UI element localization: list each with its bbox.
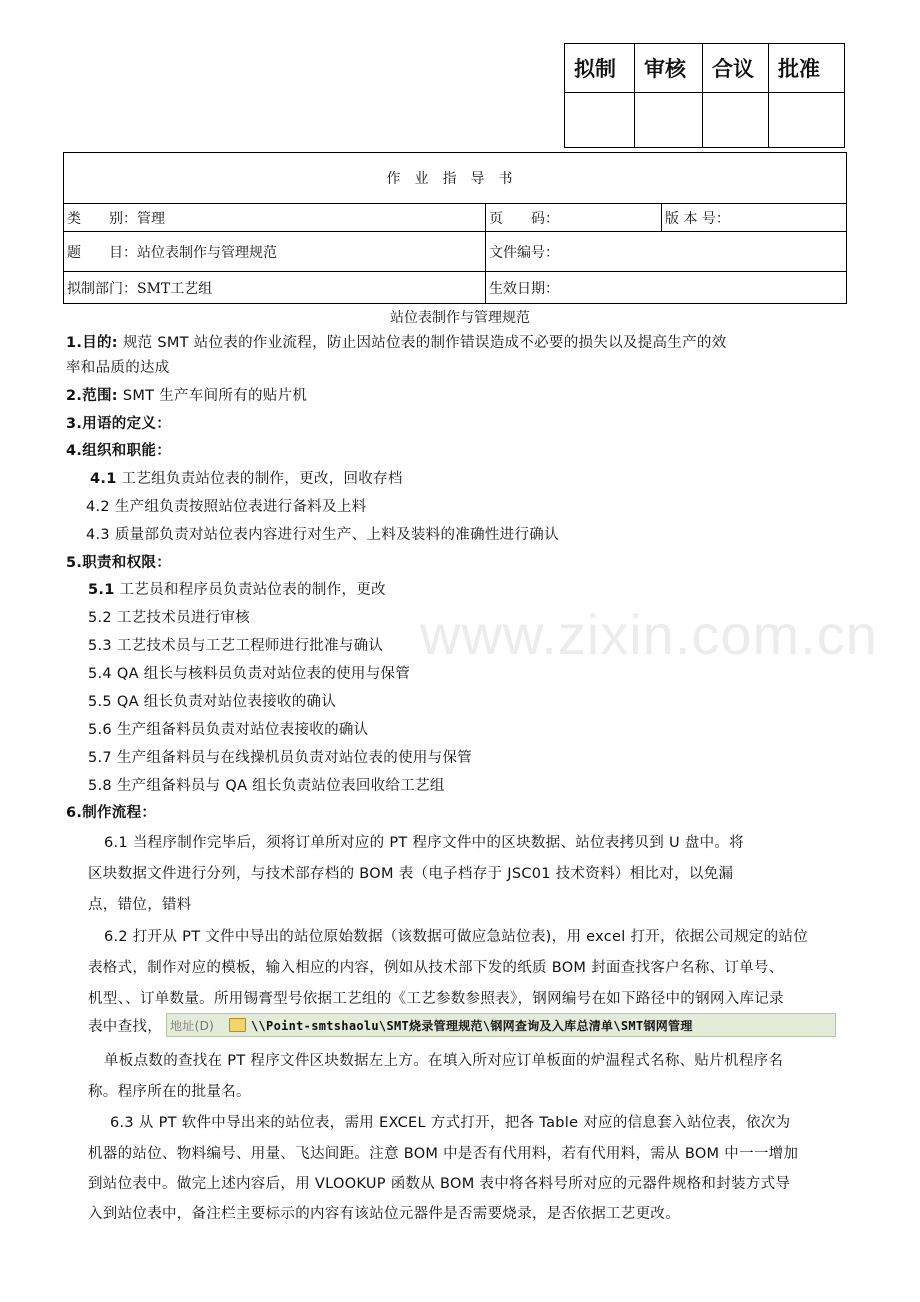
approval-cell-draft bbox=[565, 93, 635, 148]
para-6-3-line-2: 机器的站位、物料编号、用量、飞达间距。注意 BOM 中是否有代用料，若有代用料，需从 BOM 中一一增加 bbox=[88, 1146, 799, 1162]
para-6-2-line-2: 表格式，制作对应的模板，输入相应的内容，例如从技术部下发的纸质 BOM 封面查找客户名称、订单号、 bbox=[88, 960, 784, 976]
para-6-1-line-2: 区块数据文件进行分列，与技术部存档的 BOM 表（电子档存于 JSC01 技术资料）相比对，以免漏 bbox=[88, 866, 734, 882]
address-label: 地址(D) bbox=[170, 1019, 215, 1033]
dept-cell bbox=[64, 272, 486, 304]
para-6-2-text: 表中查找， bbox=[88, 1018, 162, 1035]
para-6-2-line-3: 机型、、订单数量。所用锡膏型号依据工艺组的《工艺参数参照表》，钢网编号在如下路径中的钢网入库记录 bbox=[88, 991, 784, 1007]
para-6-3-line-3: 到站位表中。做完上述内容后，用 VLOOKUP 函数从 BOM 表中将各料号所对应的元器件规格和封装方式导 bbox=[88, 1176, 791, 1192]
address-bar bbox=[166, 1013, 836, 1037]
subject-value: 站位表制作与管理规范 bbox=[137, 244, 277, 261]
page-cell bbox=[486, 204, 662, 232]
section-1-text: 规范 SMT 站位表的作业流程，防止因站位表的制作错误造成不必要的损失以及提高生产的效 bbox=[117, 335, 727, 351]
effective-date-label: 生效日期： bbox=[489, 280, 559, 297]
section-4 bbox=[66, 439, 171, 460]
category-value: 管理 bbox=[137, 210, 165, 227]
approval-header-countersign: 合议 bbox=[703, 44, 769, 93]
list-item: 5.4 QA 组长与核料员负责对站位表的使用与保管 bbox=[88, 666, 411, 682]
section-5 bbox=[66, 551, 171, 572]
folder-icon bbox=[229, 1018, 246, 1032]
dept-value: SMT工艺组 bbox=[137, 280, 213, 297]
para-6-1-line-3: 点，错位，错料 bbox=[88, 897, 192, 913]
approval-cell-approve bbox=[769, 93, 845, 148]
page-label: 页 码： bbox=[489, 210, 559, 227]
document-header-form bbox=[63, 152, 847, 304]
para-6-2b-line-1: 单板点数的查找在 PT 程序文件区块数据左上方。在填入所对应订单板面的炉温程式名称、贴片机程序名 bbox=[104, 1053, 784, 1069]
list-item: 4.3 质量部负责对站位表内容进行对生产、上料及装料的准确性进行确认 bbox=[86, 527, 559, 543]
section-5-heading: 5.职责和权限： bbox=[66, 555, 171, 571]
effective-date-cell bbox=[486, 272, 847, 304]
list-item: 5.3 工艺技术员与工艺工程师进行批准与确认 bbox=[88, 638, 384, 654]
version-cell bbox=[662, 204, 847, 232]
file-no-cell bbox=[486, 232, 847, 272]
category-label: 类 别： bbox=[67, 210, 137, 227]
section-3 bbox=[66, 412, 171, 433]
para-6-1-line-1: 6.1 当程序制作完毕后，须将订单所对应的 PT 程序文件中的区块数据、站位表拷贝到 U 盘中。将 bbox=[104, 835, 745, 851]
list-item: 5.5 QA 组长负责对站位表接收的确认 bbox=[88, 694, 337, 710]
dept-label: 拟制部门： bbox=[67, 280, 137, 297]
list-item: 4.2 生产组负责按照站位表进行备料及上料 bbox=[86, 499, 367, 515]
section-1-heading: 1.目的: bbox=[66, 335, 118, 351]
list-item: 5.2 工艺技术员进行审核 bbox=[88, 610, 251, 626]
approval-table bbox=[564, 43, 845, 148]
para-6-2b-line-2: 称。程序所在的批量名。 bbox=[88, 1084, 251, 1100]
document-title: 站位表制作与管理规范 bbox=[390, 310, 530, 326]
approval-header-approve: 批准 bbox=[769, 44, 845, 93]
list-item: 5.8 生产组备料员与 QA 组长负责站位表回收给工艺组 bbox=[88, 778, 445, 794]
section-2-text: SMT 生产车间所有的贴片机 bbox=[117, 388, 308, 404]
watermark: www.zixin.com.cn bbox=[420, 603, 878, 666]
list-item: 5.7 生产组备料员与在线操机员负责对站位表的使用与保管 bbox=[88, 750, 473, 766]
section-4-heading: 4.组织和职能： bbox=[66, 443, 171, 459]
category-cell bbox=[64, 204, 486, 232]
section-6 bbox=[66, 801, 156, 822]
section-1-line-1 bbox=[66, 331, 727, 352]
subject-label: 题 目： bbox=[67, 244, 137, 261]
subject-cell bbox=[64, 232, 486, 272]
address-path: \\Point-smtshaolu\SMT烧录管理规范\钢网查询及入库总清单\SMT钢网管理 bbox=[251, 1019, 693, 1033]
para-6-2-line-4 bbox=[88, 1012, 836, 1038]
approval-header-draft: 拟制 bbox=[565, 44, 635, 93]
list-item: 5.6 生产组备料员负责对站位表接收的确认 bbox=[88, 722, 369, 738]
section-2 bbox=[66, 384, 307, 405]
para-6-2-line-1: 6.2 打开从 PT 文件中导出的站位原始数据（该数据可做应急站位表)，用 excel 打开，依据公司规定的站位 bbox=[104, 929, 809, 945]
list-item: 5.1 工艺员和程序员负责站位表的制作，更改 bbox=[88, 582, 386, 598]
section-2-heading: 2.范围: bbox=[66, 388, 118, 404]
form-title: 作业指导书 bbox=[64, 153, 847, 204]
section-1-line-2: 率和品质的达成 bbox=[66, 360, 170, 376]
approval-header-review: 审核 bbox=[635, 44, 703, 93]
approval-cell-countersign bbox=[703, 93, 769, 148]
file-no-label: 文件编号： bbox=[489, 244, 559, 261]
version-label: 版 本 号： bbox=[665, 210, 730, 227]
section-3-heading: 3.用语的定义： bbox=[66, 416, 171, 432]
list-item: 4.1 工艺组负责站位表的制作，更改，回收存档 bbox=[90, 471, 403, 487]
para-6-3-line-4: 入到站位表中，备注栏主要标示的内容有该站位元器件是否需要烧录，是否依据工艺更改。 bbox=[88, 1206, 680, 1222]
approval-cell-review bbox=[635, 93, 703, 148]
section-6-heading: 6.制作流程： bbox=[66, 805, 157, 821]
para-6-3-line-1: 6.3 从 PT 软件中导出来的站位表，需用 EXCEL 方式打开，把各 Table 对应的信息套入站位表，依次为 bbox=[110, 1115, 791, 1131]
